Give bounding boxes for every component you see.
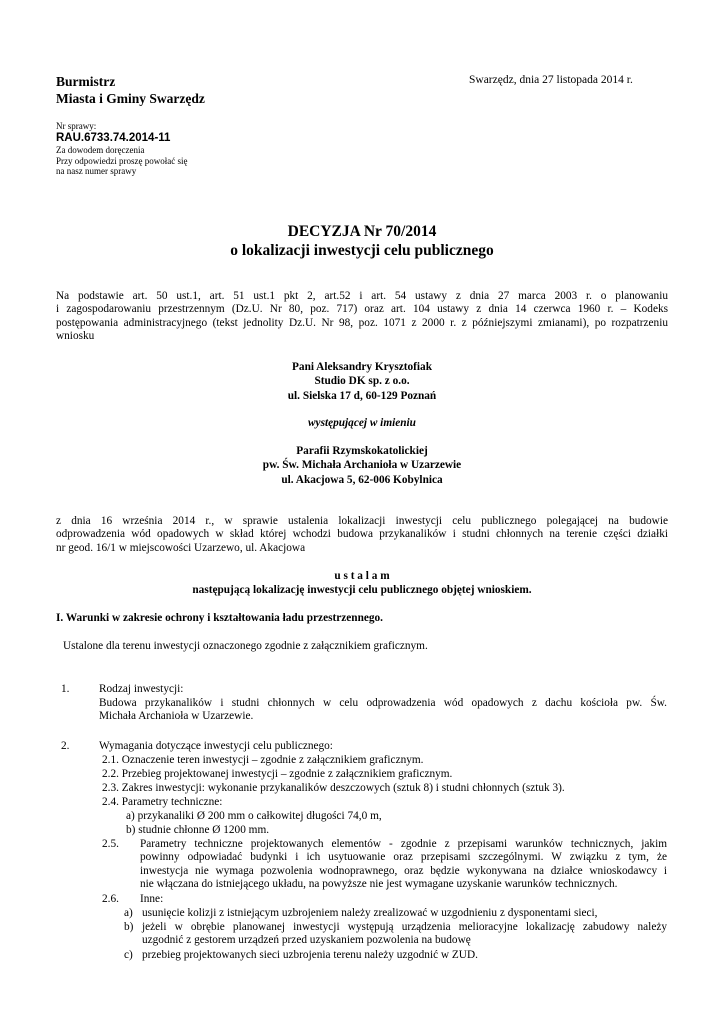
item2-sub5-text bbox=[140, 838, 667, 892]
case-number: RAU.6733.74.2014-11 bbox=[56, 132, 171, 144]
request-paragraph bbox=[56, 515, 668, 555]
sub6b-line1: jeżeli w obrębie planowanej inwestycji występują urządzenia melioracyjne lokalizację zabudowy należy bbox=[142, 921, 667, 933]
note-line2: Przy odpowiedzi proszę powołać się bbox=[56, 155, 188, 166]
item2-sub6-number: 2.6. bbox=[102, 893, 119, 905]
item1-text bbox=[99, 697, 667, 724]
applicant-company: Studio DK sp. z o.o. bbox=[314, 375, 410, 388]
sub5-line: nie włączana do istniejącego układu, na powyższe nie jest wymagane uzyskanie warunków technicznych. bbox=[140, 878, 618, 891]
applicant-name: Pani Aleksandry Krysztofiak bbox=[292, 361, 432, 373]
title-line2: o lokalizacji inwestycji celu publicznego bbox=[230, 242, 494, 259]
decision-line: następującą lokalizację inwestycji celu publicznego objętej wnioskiem. bbox=[192, 584, 532, 596]
item1-title: Rodzaj inwestycji: bbox=[99, 683, 184, 695]
item-number: 1. bbox=[61, 683, 70, 695]
decision-word: u s t a l a m bbox=[334, 570, 390, 582]
applicant-block bbox=[0, 360, 724, 403]
sub6a-text: usunięcie kolizji z istniejącym uzbrojeniem należy zrealizować w uzgodnieniu z dysponentami sieci, bbox=[142, 907, 598, 919]
sub5-line: Parametry techniczne projektowanych elementów - zgodnie z przepisami warunków technicznych, jakim bbox=[140, 838, 667, 850]
note-line3: na nasz numer sprawy bbox=[56, 166, 137, 176]
section-heading: I. Warunki w zakresie ochrony i kształtowania ładu przestrzennego. bbox=[56, 612, 383, 624]
authority-line2: Miasta i Gminy Swarzędz bbox=[56, 91, 205, 106]
decision-title bbox=[0, 222, 724, 260]
item2-sub5-number: 2.5. bbox=[102, 838, 119, 850]
principal-block bbox=[0, 444, 724, 487]
title-line1: DECYZJA Nr 70/2014 bbox=[287, 223, 437, 240]
principal-address: ul. Akacjowa 5, 62-006 Kobylnica bbox=[281, 473, 443, 486]
item-number: 2. bbox=[61, 740, 70, 752]
item2-title: Wymagania dotyczące inwestycji celu publicznego: bbox=[99, 740, 333, 752]
item2-sub4: 2.4. Parametry techniczne: bbox=[102, 796, 223, 808]
sub6c-text: przebieg projektowanych sieci uzbrojenia terenu należy uzgodnić w ZUD. bbox=[142, 949, 478, 961]
intro-line: wniosku bbox=[56, 330, 95, 343]
sub6b-line2: uzgodnić z gestorem urządzeń przed uzyskaniem pozwolenia na budowę bbox=[142, 934, 471, 947]
intro-line: postępowania administracyjnego (tekst jednolity Dz.U. Nr 98, poz. 1071 z 2000 r. z późniejszymi zmianami), po rozpatrzeniu bbox=[56, 316, 668, 329]
item1-line1: Budowa przykanalików i studni chłonnych w celu odprowadzenia wód opadowych z dachu kościoła pw. Św. bbox=[99, 697, 667, 709]
request-line: z dnia 16 września 2014 r., w sprawie ustalenia lokalizacji inwestycji celu publicznego polegającej na budowie bbox=[56, 515, 668, 527]
intro-line: Na podstawie art. 50 ust.1, art. 51 ust.1 pkt 2, art.52 i art. 54 ustawy z dnia 27 marca 2003 r. o planowaniu bbox=[56, 290, 668, 302]
delivery-note bbox=[56, 145, 187, 177]
sub5-line: inwestycja nie wymaga pozwolenia wodnoprawnego, oraz będzie wykonywana na działce wnioskodawcy i bbox=[140, 864, 667, 877]
place-date: Swarzędz, dnia 27 listopada 2014 r. bbox=[469, 74, 633, 86]
item1-line2: Michała Archanioła w Uzarzewie. bbox=[99, 710, 254, 723]
case-label: Nr sprawy: bbox=[56, 121, 97, 131]
intro-line: i zagospodarowaniu przestrzennym (Dz.U. Nr 80, poz. 717) oraz art. 104 ustawy z dnia 14 czerwca 1960 r. – Kodeks bbox=[56, 303, 668, 316]
item2-sub3: 2.3. Zakres inwestycji: wykonanie przykanalików deszczowych (sztuk 8) i studni chłonnych (sztuk 3). bbox=[102, 782, 565, 794]
section-intro: Ustalone dla terenu inwestycji oznaczonego zgodnie z załącznikiem graficznym. bbox=[63, 640, 428, 652]
principal-name: Parafii Rzymskokatolickiej bbox=[296, 445, 428, 457]
item2-sub1: 2.1. Oznaczenie teren inwestycji – zgodnie z załącznikiem graficznym. bbox=[102, 754, 424, 766]
item2-sub4b: b) studnie chłonne Ø 1200 mm. bbox=[126, 824, 270, 836]
request-line: nr geod. 16/1 w miejscowości Uzarzewo, ul. Akacjowa bbox=[56, 541, 306, 554]
sub6b-text bbox=[142, 921, 667, 948]
note-line1: Za dowodem doręczenia bbox=[56, 145, 145, 155]
sub6b-label: b) bbox=[124, 921, 134, 933]
sub5-line: powinny odpowiadać budynki i ich usytuowanie oraz przepisami szczególnymi. W związku z tym, że bbox=[140, 851, 667, 864]
principal-parish: pw. Św. Michała Archanioła w Uzarzewie bbox=[262, 459, 462, 472]
authority-name bbox=[56, 73, 205, 107]
item2-sub2: 2.2. Przebieg projektowanej inwestycji – zgodnie z załącznikiem graficznym. bbox=[102, 768, 453, 780]
authority-line1: Burmistrz bbox=[56, 74, 116, 89]
legal-basis-paragraph bbox=[56, 290, 668, 344]
sub6c-label: c) bbox=[124, 949, 133, 961]
sub6a-label: a) bbox=[124, 907, 133, 919]
acting-on-behalf: występującej w imieniu bbox=[308, 417, 416, 429]
applicant-address: ul. Sielska 17 d, 60-129 Poznań bbox=[287, 389, 437, 402]
item2-sub4a: a) przykanaliki Ø 200 mm o całkowitej długości 74,0 m, bbox=[126, 810, 382, 822]
item2-sub6-title: Inne: bbox=[140, 893, 164, 905]
request-line: odprowadzenia wód opadowych w skład której wchodzi budowa przykanalików i studni chłonnych na terenie części działki bbox=[56, 528, 668, 541]
